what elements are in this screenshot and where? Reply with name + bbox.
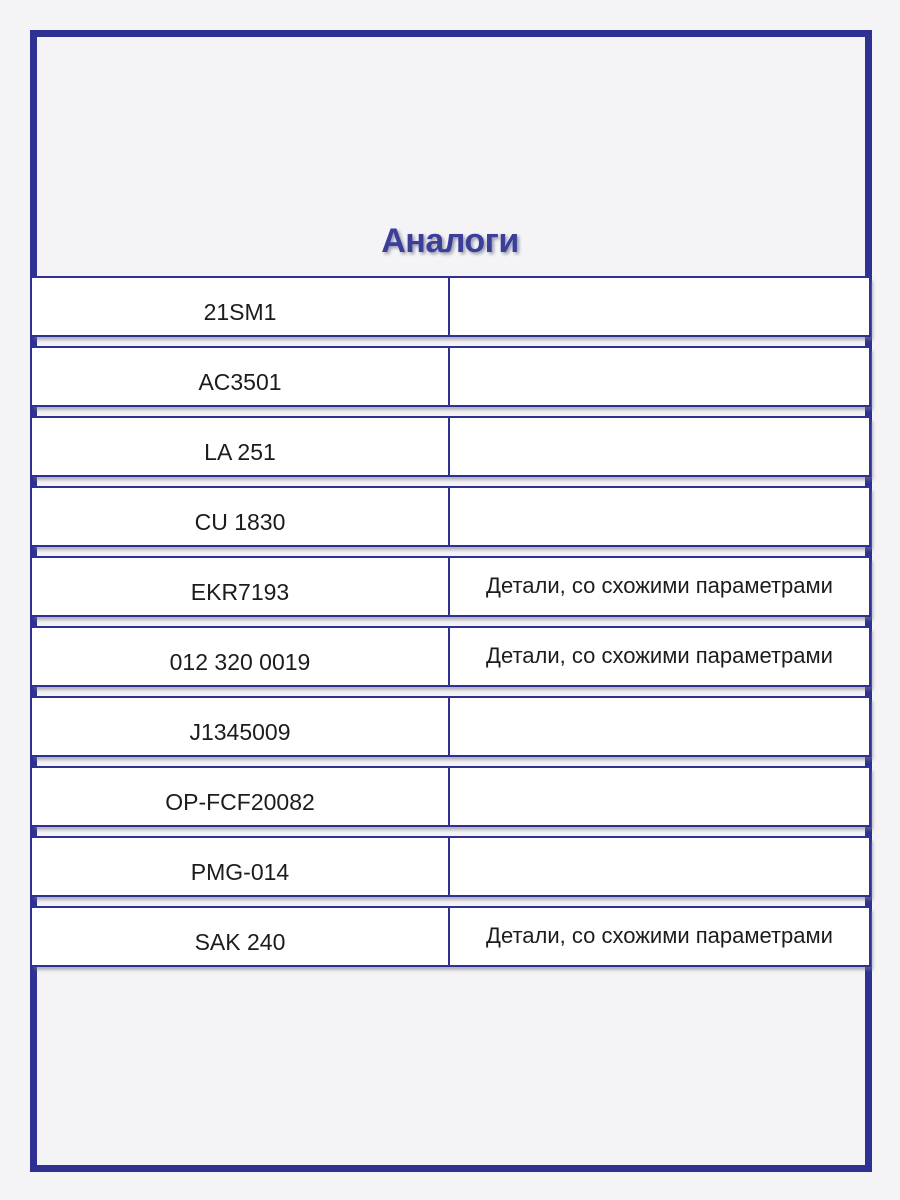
table-row [30,836,871,897]
table-row [30,346,871,407]
note-cell [450,348,869,405]
table-row [30,276,871,337]
table-row [30,416,871,477]
note-cell [450,838,869,895]
table-row [30,486,871,547]
table-row [30,696,871,757]
note-cell: Детали, со схожими параметрами [486,572,833,598]
note-cell: Детали, со схожими параметрами [486,642,833,668]
note-cell [450,278,869,335]
table-row [30,906,871,967]
part-number-cell: 21SM1 [32,278,450,335]
part-number-cell: SAK 240 [32,908,450,965]
analogs-table [30,276,871,976]
part-number-cell: J1345009 [32,698,450,755]
part-number-cell: EKR7193 [32,558,450,615]
part-number-cell: AC3501 [32,348,450,405]
note-cell [450,488,869,545]
page-title: Аналоги [381,222,519,260]
note-cell [450,698,869,755]
note-cell [450,418,869,475]
part-number-cell: 012 320 0019 [32,628,450,685]
part-number-cell: LA 251 [32,418,450,475]
table-row [30,766,871,827]
note-cell [450,768,869,825]
part-number-cell: PMG-014 [32,838,450,895]
part-number-cell: OP-FCF20082 [32,768,450,825]
table-row [30,626,871,687]
table-row [30,556,871,617]
note-cell: Детали, со схожими параметрами [486,922,833,948]
part-number-cell: CU 1830 [32,488,450,545]
